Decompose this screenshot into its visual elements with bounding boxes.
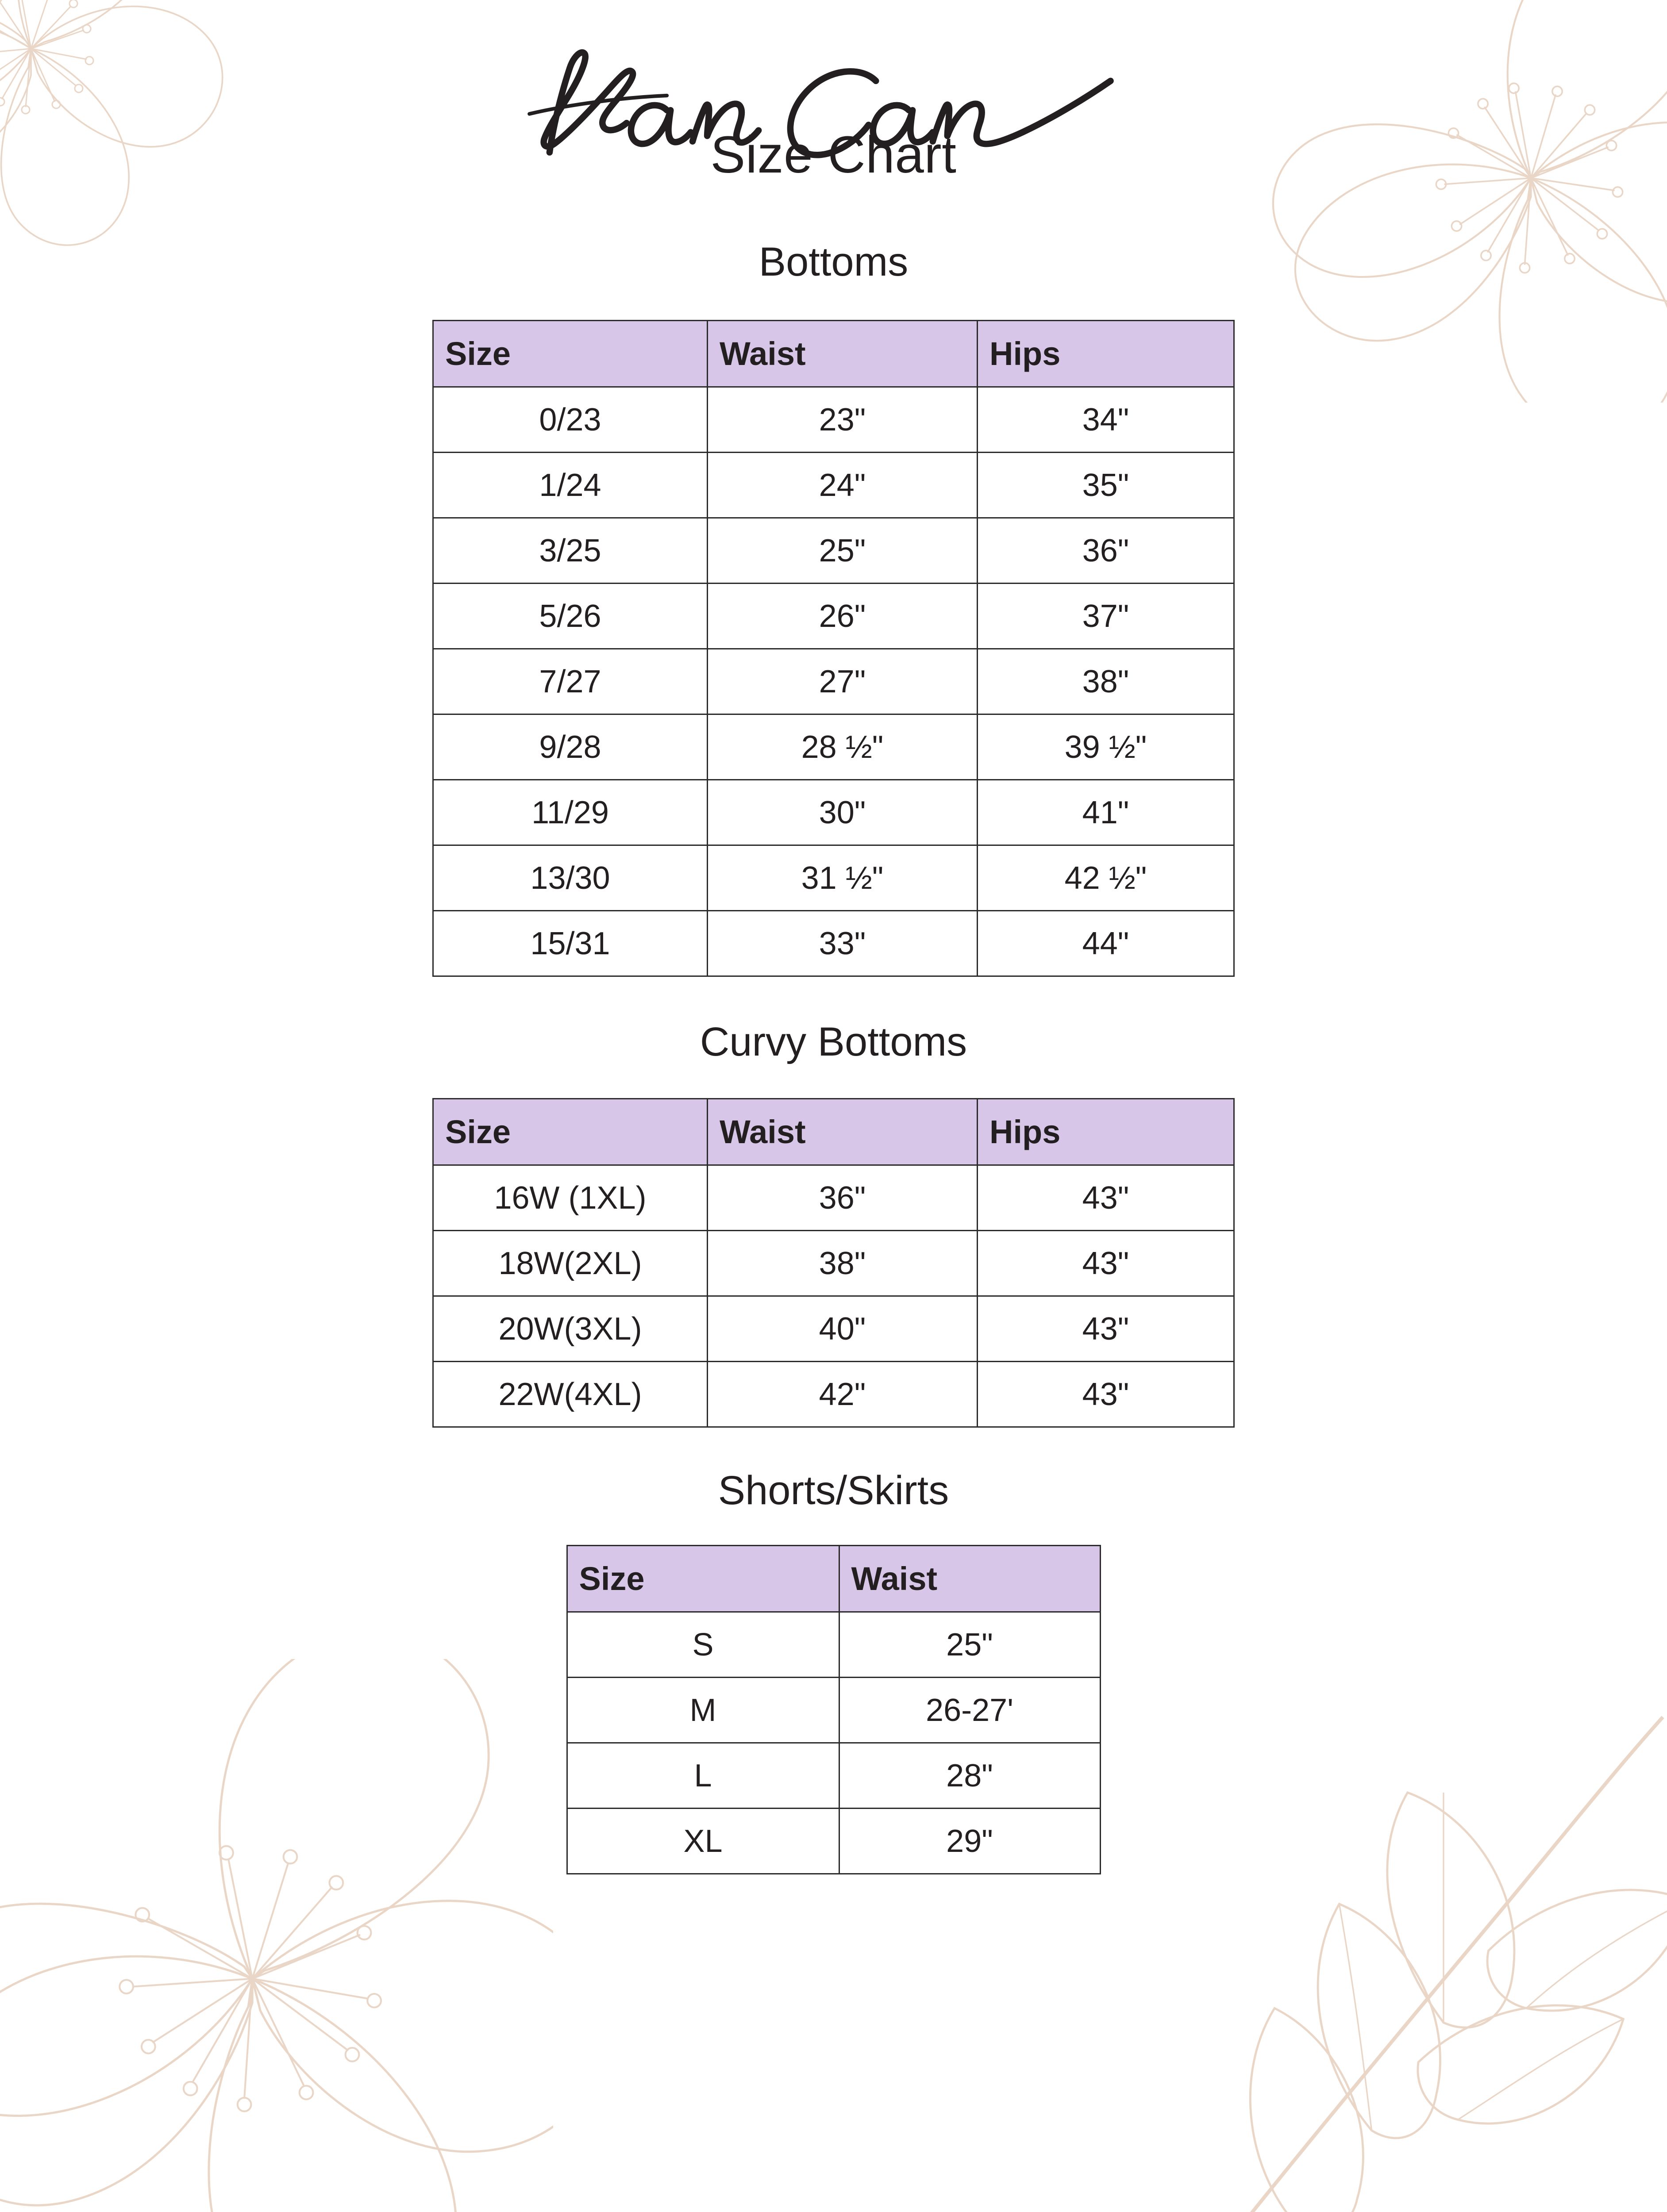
column-header-waist: Waist xyxy=(708,1099,978,1165)
cell-waist: 31 ½" xyxy=(708,845,978,911)
table-row xyxy=(433,1165,1234,1231)
table-row xyxy=(433,1362,1234,1427)
cell-hips: 43" xyxy=(978,1296,1234,1362)
cell-size: S xyxy=(567,1612,839,1678)
table-header-row xyxy=(433,1099,1234,1165)
cell-size: 18W(2XL) xyxy=(433,1231,708,1296)
table-row xyxy=(567,1612,1100,1678)
cell-hips: 36" xyxy=(978,518,1234,584)
cell-waist: 28" xyxy=(839,1743,1100,1809)
cell-size: 7/27 xyxy=(433,649,708,714)
table-header-row xyxy=(433,321,1234,387)
table-row xyxy=(433,518,1234,584)
cell-hips: 44" xyxy=(978,911,1234,976)
cell-size: 0/23 xyxy=(433,387,708,453)
cell-waist: 24" xyxy=(708,453,978,518)
table-row xyxy=(433,584,1234,649)
table-bottoms xyxy=(432,320,1235,977)
table-row xyxy=(433,649,1234,714)
table-shorts-skirts xyxy=(566,1545,1101,1874)
section-title-shorts-skirts: Shorts/Skirts xyxy=(718,1468,949,1513)
column-header-hips: Hips xyxy=(978,321,1234,387)
section-title-bottoms: Bottoms xyxy=(758,239,909,284)
column-header-size: Size xyxy=(567,1546,839,1612)
cell-waist: 42" xyxy=(708,1362,978,1427)
cell-size: 16W (1XL) xyxy=(433,1165,708,1231)
table-row xyxy=(433,714,1234,780)
cell-size: XL xyxy=(567,1809,839,1874)
section-title-curvy-bottoms: Curvy Bottoms xyxy=(700,1019,967,1064)
cell-size: 5/26 xyxy=(433,584,708,649)
cell-waist: 36" xyxy=(708,1165,978,1231)
table-row xyxy=(433,1231,1234,1296)
cell-hips: 43" xyxy=(978,1165,1234,1231)
cell-size: M xyxy=(567,1678,839,1743)
cell-hips: 38" xyxy=(978,649,1234,714)
cell-waist: 25" xyxy=(708,518,978,584)
table-row xyxy=(567,1678,1100,1743)
cell-hips: 41" xyxy=(978,780,1234,845)
cell-hips: 42 ½" xyxy=(978,845,1234,911)
table-row xyxy=(433,387,1234,453)
cell-hips: 39 ½" xyxy=(978,714,1234,780)
column-header-size: Size xyxy=(433,321,708,387)
cell-waist: 26" xyxy=(708,584,978,649)
cell-size: L xyxy=(567,1743,839,1809)
column-header-size: Size xyxy=(433,1099,708,1165)
table-row xyxy=(433,845,1234,911)
cell-size: 20W(3XL) xyxy=(433,1296,708,1362)
cell-hips: 43" xyxy=(978,1362,1234,1427)
cell-hips: 34" xyxy=(978,387,1234,453)
cell-size: 13/30 xyxy=(433,845,708,911)
page-title: Size Chart xyxy=(710,126,957,184)
cell-size: 3/25 xyxy=(433,518,708,584)
table-row xyxy=(433,911,1234,976)
brand-logo xyxy=(0,0,1667,115)
cell-waist: 28 ½" xyxy=(708,714,978,780)
cell-waist: 30" xyxy=(708,780,978,845)
table-row xyxy=(567,1809,1100,1874)
cell-waist: 33" xyxy=(708,911,978,976)
cell-size: 22W(4XL) xyxy=(433,1362,708,1427)
cell-size: 1/24 xyxy=(433,453,708,518)
cell-waist: 25" xyxy=(839,1612,1100,1678)
table-row xyxy=(433,453,1234,518)
column-header-waist: Waist xyxy=(839,1546,1100,1612)
table-row xyxy=(433,1296,1234,1362)
cell-waist: 23" xyxy=(708,387,978,453)
cell-hips: 43" xyxy=(978,1231,1234,1296)
table-row xyxy=(567,1743,1100,1809)
cell-hips: 35" xyxy=(978,453,1234,518)
cell-size: 11/29 xyxy=(433,780,708,845)
column-header-hips: Hips xyxy=(978,1099,1234,1165)
cell-size: 15/31 xyxy=(433,911,708,976)
column-header-waist: Waist xyxy=(708,321,978,387)
cell-waist: 27" xyxy=(708,649,978,714)
cell-size: 9/28 xyxy=(433,714,708,780)
cell-waist: 38" xyxy=(708,1231,978,1296)
cell-waist: 29" xyxy=(839,1809,1100,1874)
table-row xyxy=(433,780,1234,845)
table-curvy-bottoms xyxy=(432,1098,1235,1428)
cell-waist: 26-27' xyxy=(839,1678,1100,1743)
table-header-row xyxy=(567,1546,1100,1612)
cell-waist: 40" xyxy=(708,1296,978,1362)
cell-hips: 37" xyxy=(978,584,1234,649)
